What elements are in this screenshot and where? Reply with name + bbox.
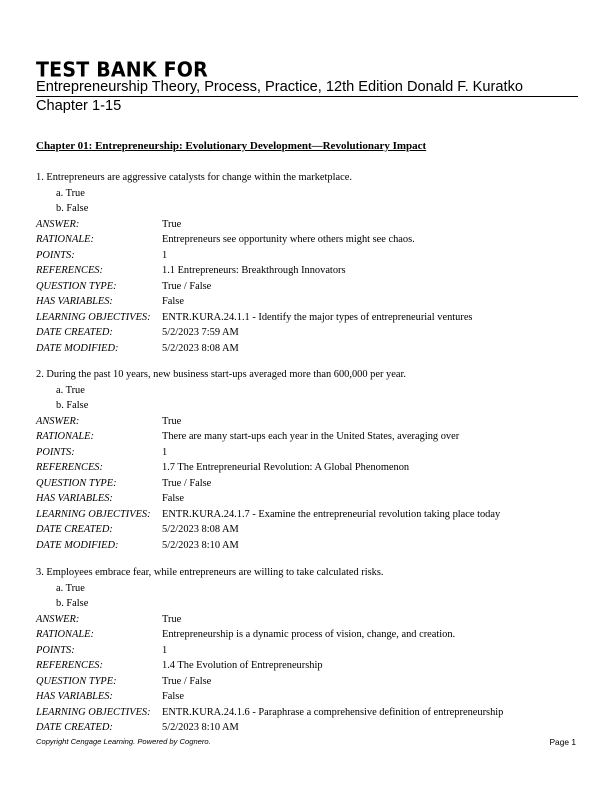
question-type-value: True / False bbox=[162, 675, 212, 687]
learning-objectives-label: LEARNING OBJECTIVES: bbox=[36, 508, 151, 520]
date-created-row bbox=[36, 325, 586, 341]
date-modified-row bbox=[36, 538, 586, 554]
references-value: 1.4 The Evolution of Entrepreneurship bbox=[162, 660, 323, 671]
page-number: Page 1 bbox=[549, 737, 576, 747]
references-row bbox=[36, 658, 586, 674]
points-value: 1 bbox=[162, 249, 168, 261]
choice-a: a. True bbox=[56, 582, 85, 594]
answer-row bbox=[36, 217, 586, 233]
date-modified-label: DATE MODIFIED: bbox=[36, 539, 119, 551]
has-variables-value: False bbox=[162, 493, 184, 504]
learning-objectives-row bbox=[36, 507, 586, 523]
learning-objectives-label: LEARNING OBJECTIVES: bbox=[36, 311, 151, 323]
points-row bbox=[36, 643, 586, 659]
date-created-label: DATE CREATED: bbox=[36, 722, 113, 733]
question-type-label: QUESTION TYPE: bbox=[36, 675, 117, 687]
rationale-row bbox=[36, 627, 586, 643]
rationale-label: RATIONALE: bbox=[36, 629, 94, 640]
has-variables-label: HAS VARIABLES: bbox=[36, 691, 113, 702]
question-type-row bbox=[36, 476, 586, 492]
references-label: REFERENCES: bbox=[36, 660, 103, 671]
date-created-value: 5/2/2023 7:59 AM bbox=[162, 327, 239, 338]
has-variables-row bbox=[36, 491, 586, 507]
date-created-label: DATE CREATED: bbox=[36, 524, 113, 535]
answer-value: True bbox=[162, 613, 182, 625]
date-created-row bbox=[36, 522, 586, 538]
rationale-value: There are many start-ups each year in the United States, averaging over bbox=[162, 431, 460, 442]
choice-a: a. True bbox=[56, 384, 85, 396]
has-variables-label: HAS VARIABLES: bbox=[36, 296, 113, 307]
answer-label: ANSWER: bbox=[36, 218, 80, 230]
question-text: 2. During the past 10 years, new business start-ups averaged more than 600,000 per year. bbox=[36, 369, 406, 380]
date-modified-value: 5/2/2023 8:08 AM bbox=[162, 342, 239, 354]
date-modified-row bbox=[36, 341, 586, 357]
question-type-label: QUESTION TYPE: bbox=[36, 280, 117, 292]
question-1 bbox=[36, 170, 586, 356]
question-3 bbox=[36, 565, 586, 736]
answer-row bbox=[36, 414, 586, 430]
points-row bbox=[36, 248, 586, 264]
question-type-label: QUESTION TYPE: bbox=[36, 477, 117, 489]
choice-b: b. False bbox=[56, 400, 89, 411]
rationale-label: RATIONALE: bbox=[36, 431, 94, 442]
chapter-range: Chapter 1-15 bbox=[36, 98, 122, 114]
question-type-row bbox=[36, 279, 586, 295]
choice-b: b. False bbox=[56, 203, 89, 214]
answer-value: True bbox=[162, 415, 182, 427]
references-value: 1.7 The Entrepreneurial Revolution: A Global Phenomenon bbox=[162, 462, 410, 473]
date-created-value: 5/2/2023 8:10 AM bbox=[162, 722, 239, 733]
question-type-value: True / False bbox=[162, 280, 212, 292]
date-created-row bbox=[36, 720, 586, 736]
date-created-label: DATE CREATED: bbox=[36, 327, 113, 338]
date-modified-label: DATE MODIFIED: bbox=[36, 342, 119, 354]
has-variables-value: False bbox=[162, 296, 184, 307]
choice-b: b. False bbox=[56, 598, 89, 609]
has-variables-label: HAS VARIABLES: bbox=[36, 493, 113, 504]
rationale-value: Entrepreneurs see opportunity where others might see chaos. bbox=[162, 234, 415, 245]
references-label: REFERENCES: bbox=[36, 462, 103, 473]
learning-objectives-value: ENTR.KURA.24.1.6 - Paraphrase a comprehensive definition of entrepreneurship bbox=[162, 706, 504, 718]
chapter-heading: Chapter 01: Entrepreneurship: Evolutionary Development—Revolutionary Impact bbox=[36, 140, 427, 152]
has-variables-value: False bbox=[162, 691, 184, 702]
date-modified-value: 5/2/2023 8:10 AM bbox=[162, 539, 239, 551]
question-type-value: True / False bbox=[162, 477, 212, 489]
references-label: REFERENCES: bbox=[36, 265, 103, 276]
points-label: POINTS: bbox=[36, 249, 75, 261]
rationale-label: RATIONALE: bbox=[36, 234, 94, 245]
copyright-footer: Copyright Cengage Learning. Powered by Cognero. bbox=[36, 737, 211, 746]
rationale-row bbox=[36, 232, 586, 248]
learning-objectives-label: LEARNING OBJECTIVES: bbox=[36, 706, 151, 718]
question-2 bbox=[36, 367, 586, 553]
choice-a: a. True bbox=[56, 187, 85, 199]
has-variables-row bbox=[36, 294, 586, 310]
date-created-value: 5/2/2023 8:08 AM bbox=[162, 524, 239, 535]
rationale-row bbox=[36, 429, 586, 445]
points-value: 1 bbox=[162, 644, 168, 656]
has-variables-row bbox=[36, 689, 586, 705]
answer-row bbox=[36, 612, 586, 628]
references-row bbox=[36, 263, 586, 279]
points-row bbox=[36, 445, 586, 461]
question-type-row bbox=[36, 674, 586, 690]
learning-objectives-value: ENTR.KURA.24.1.7 - Examine the entrepreneurial revolution taking place today bbox=[162, 508, 501, 520]
learning-objectives-row bbox=[36, 310, 586, 326]
rationale-value: Entrepreneurship is a dynamic process of vision, change, and creation. bbox=[162, 629, 456, 640]
points-label: POINTS: bbox=[36, 446, 75, 458]
question-text: 3. Employees embrace fear, while entrepreneurs are willing to take calculated risks. bbox=[36, 567, 384, 578]
answer-label: ANSWER: bbox=[36, 415, 80, 427]
question-text: 1. Entrepreneurs are aggressive catalysts for change within the marketplace. bbox=[36, 172, 352, 183]
book-subtitle: Entrepreneurship Theory, Process, Practice, 12th Edition Donald F. Kuratko bbox=[36, 79, 578, 97]
points-label: POINTS: bbox=[36, 644, 75, 656]
learning-objectives-row bbox=[36, 705, 586, 721]
test-bank-title: TEST BANK FOR bbox=[36, 58, 208, 82]
references-row bbox=[36, 460, 586, 476]
answer-label: ANSWER: bbox=[36, 613, 80, 625]
learning-objectives-value: ENTR.KURA.24.1.1 - Identify the major types of entrepreneurial ventures bbox=[162, 311, 473, 323]
references-value: 1.1 Entrepreneurs: Breakthrough Innovators bbox=[162, 265, 346, 276]
answer-value: True bbox=[162, 218, 182, 230]
points-value: 1 bbox=[162, 446, 168, 458]
